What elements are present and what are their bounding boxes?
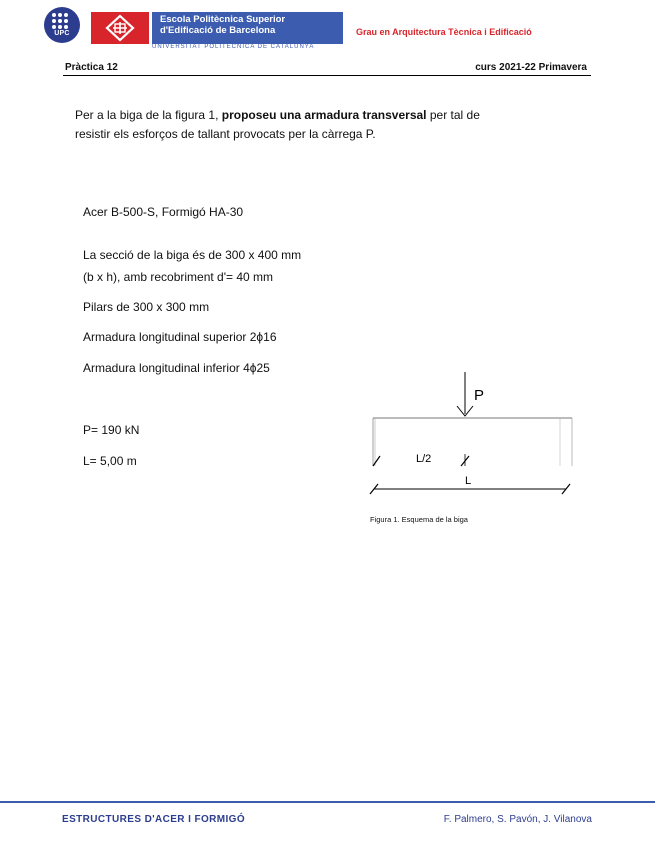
course-name: ESTRUCTURES D'ACER I FORMIGÓ bbox=[62, 814, 246, 825]
school-name-line2: d'Edificació de Barcelona bbox=[160, 25, 276, 36]
footer-divider bbox=[0, 801, 655, 803]
length-line: L= 5,00 m bbox=[83, 454, 137, 468]
upc-logo bbox=[44, 7, 80, 43]
section-line-2: (b x h), amb recobriment d'= 40 mm bbox=[83, 270, 274, 284]
school-emblem-icon bbox=[91, 12, 149, 44]
course-term: curs 2021-22 Primavera bbox=[475, 62, 587, 73]
beam-diagram bbox=[360, 370, 585, 510]
header-divider bbox=[63, 75, 591, 76]
load-label: P bbox=[474, 387, 485, 404]
upc-logo-text: UPC bbox=[54, 30, 70, 37]
intro-text-end: per tal de bbox=[426, 108, 480, 122]
intro-text-bold: proposeu una armadura transversal bbox=[221, 108, 427, 122]
load-line: P= 190 kN bbox=[83, 423, 140, 437]
authors: F. Palmero, S. Pavón, J. Vilanova bbox=[443, 814, 592, 825]
section-line-1: La secció de la biga és de 300 x 400 mm bbox=[83, 248, 302, 262]
pillars-line: Pilars de 300 x 300 mm bbox=[83, 300, 210, 314]
half-span-label: L/2 bbox=[416, 453, 432, 465]
degree-title: Grau en Arquitectura Tècnica i Edificació bbox=[356, 27, 532, 37]
figure-caption: Figura 1. Esquema de la biga bbox=[370, 515, 468, 524]
school-name-line1: Escola Politècnica Superior bbox=[160, 14, 286, 25]
materials-line: Acer B-500-S, Formigó HA-30 bbox=[83, 205, 244, 219]
intro-line-1 bbox=[75, 108, 480, 122]
school-emblem bbox=[91, 12, 149, 44]
intro-line-2: resistir els esforços de tallant provocats per la càrrega P. bbox=[75, 127, 376, 141]
bottom-reinforcement-line: Armadura longitudinal inferior 4ϕ25 bbox=[83, 361, 270, 375]
university-name: UNIVERSITAT POLITÈCNICA DE CATALUNYA bbox=[152, 44, 315, 50]
intro-text-start: Per a la biga de la figura 1, bbox=[75, 108, 222, 122]
practice-number: Pràctica 12 bbox=[65, 62, 118, 73]
top-reinforcement-line: Armadura longitudinal superior 2ϕ16 bbox=[83, 330, 277, 344]
span-label: L bbox=[465, 475, 472, 487]
half-span-tick-left bbox=[373, 456, 380, 466]
